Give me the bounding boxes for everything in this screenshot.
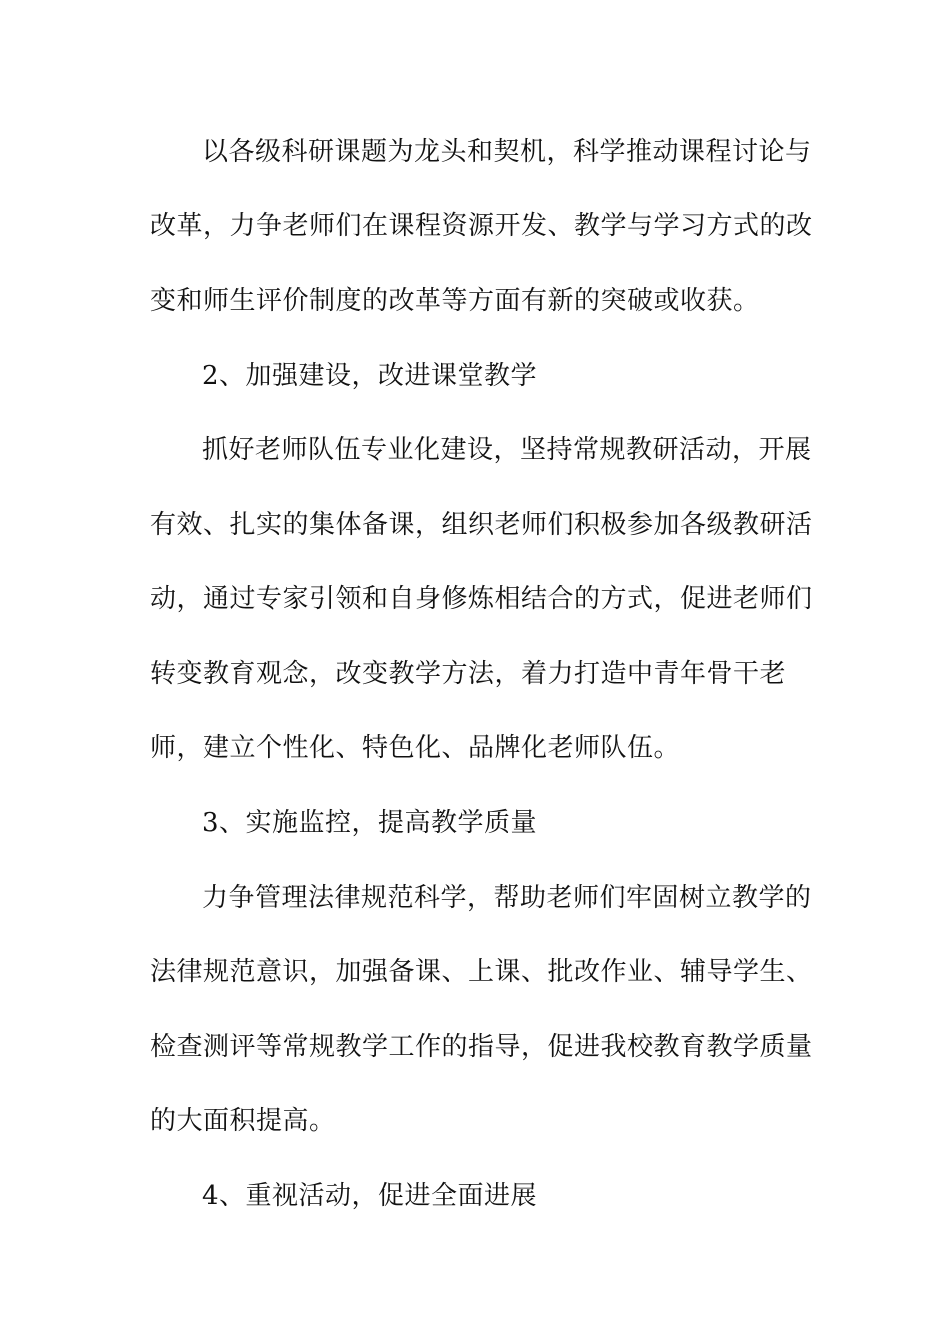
paragraph-line: 法律规范意识，加强备课、上课、批改作业、辅导学生、 <box>150 957 813 987</box>
paragraph-line: 改革，力争老师们在课程资源开发、教学与学习方式的改 <box>150 211 813 241</box>
paragraph-line: 抓好老师队伍专业化建设，坚持常规教研活动，开展 <box>202 435 812 465</box>
paragraph-line: 以各级科研课题为龙头和契机，科学推动课程讨论与 <box>202 137 812 167</box>
section-heading: 2、加强建设，改进课堂教学 <box>202 361 538 391</box>
paragraph-line: 的大面积提高。 <box>150 1106 336 1136</box>
paragraph-line: 师，建立个性化、特色化、品牌化老师队伍。 <box>150 733 681 763</box>
paragraph-line: 有效、扎实的集体备课，组织老师们积极参加各级教研活 <box>150 510 813 540</box>
paragraph-line: 变和师生评价制度的改革等方面有新的突破或收获。 <box>150 286 760 316</box>
section-heading: 3、实施监控，提高教学质量 <box>202 808 538 838</box>
paragraph-line: 检查测评等常规教学工作的指导，促进我校教育教学质量 <box>150 1032 813 1062</box>
paragraph-line: 力争管理法律规范科学，帮助老师们牢固树立教学的 <box>202 883 812 913</box>
paragraph-line: 动，通过专家引领和自身修炼相结合的方式，促进老师们 <box>150 584 813 614</box>
section-heading: 4、重视活动，促进全面进展 <box>202 1181 538 1211</box>
paragraph-line: 转变教育观念，改变教学方法，着力打造中青年骨干老 <box>150 659 787 689</box>
